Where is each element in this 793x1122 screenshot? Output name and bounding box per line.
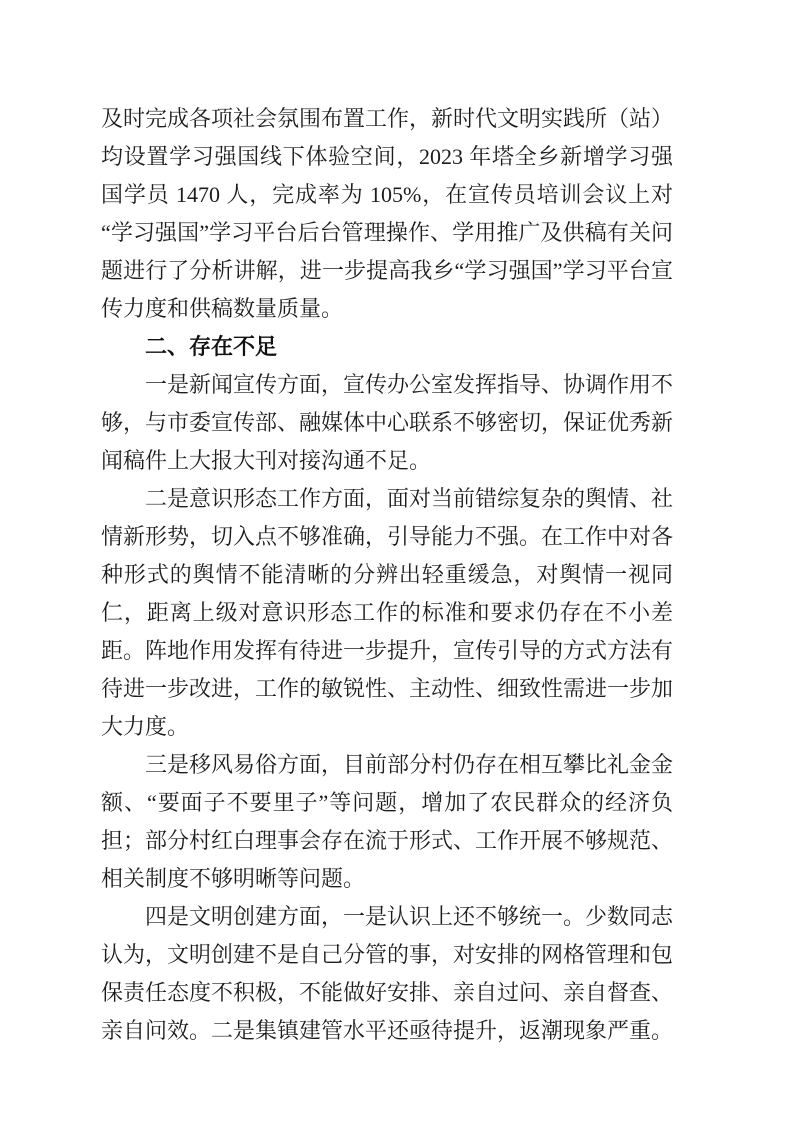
document-body [101,100,673,1050]
paragraph-customs-reform: 三是移风易俗方面，目前部分村仍存在相互攀比礼金金额、“要面子不要里子”等问题，增加了农民群众的经济负担；部分村红白理事会存在流于形式、工作开展不够规范、相关制度不够明晰等问题。 [101,752,674,891]
paragraph-civilization-building: 四是文明创建方面，一是认识上还不够统一。少数同志认为，文明创建不是自己分管的事，对安排的网格管理和包保责任态度不积极，不能做好安排、亲自过问、亲自督查、亲自问效。二是集镇建管水平还亟待提升，返潮现象严重。 [101,904,674,1043]
paragraph-news-publicity: 一是新闻宣传方面，宣传办公室发挥指导、协调作用不够，与市委宣传部、融媒体中心联系不够密切，保证优秀新闻稿件上大报大刊对接沟通不足。 [101,372,674,473]
paragraph-ideology-work: 二是意识形态工作方面，面对当前错综复杂的舆情、社情新形势，切入点不够准确，引导能力不强。在工作中对各种形式的舆情不能清晰的分辨出轻重缓急，对舆情一视同仁，距离上级对意识形态工作的标准和要求仍存在不小差距。阵地作用发挥有待进一步提升，宣传引导的方式方法有待进一步改进，工作的敏锐性、主动性、细致性需进一步加大力度。 [101,486,674,739]
paragraph-learning-platform: 及时完成各项社会氛围布置工作，新时代文明实践所（站）均设置学习强国线下体验空间，2023 年塔全乡新增学习强国学员 1470 人，完成率为 105%，在宣传员培训会议上对“学习强国”学习平台后台管理操作、学用推广及供稿有关问题进行了分析讲解，进一步提高我乡“学习强国”学习平台宣传力度和供稿数量质量。 [101,106,674,321]
section-heading-shortcomings: 二、存在不足 [145,334,278,359]
